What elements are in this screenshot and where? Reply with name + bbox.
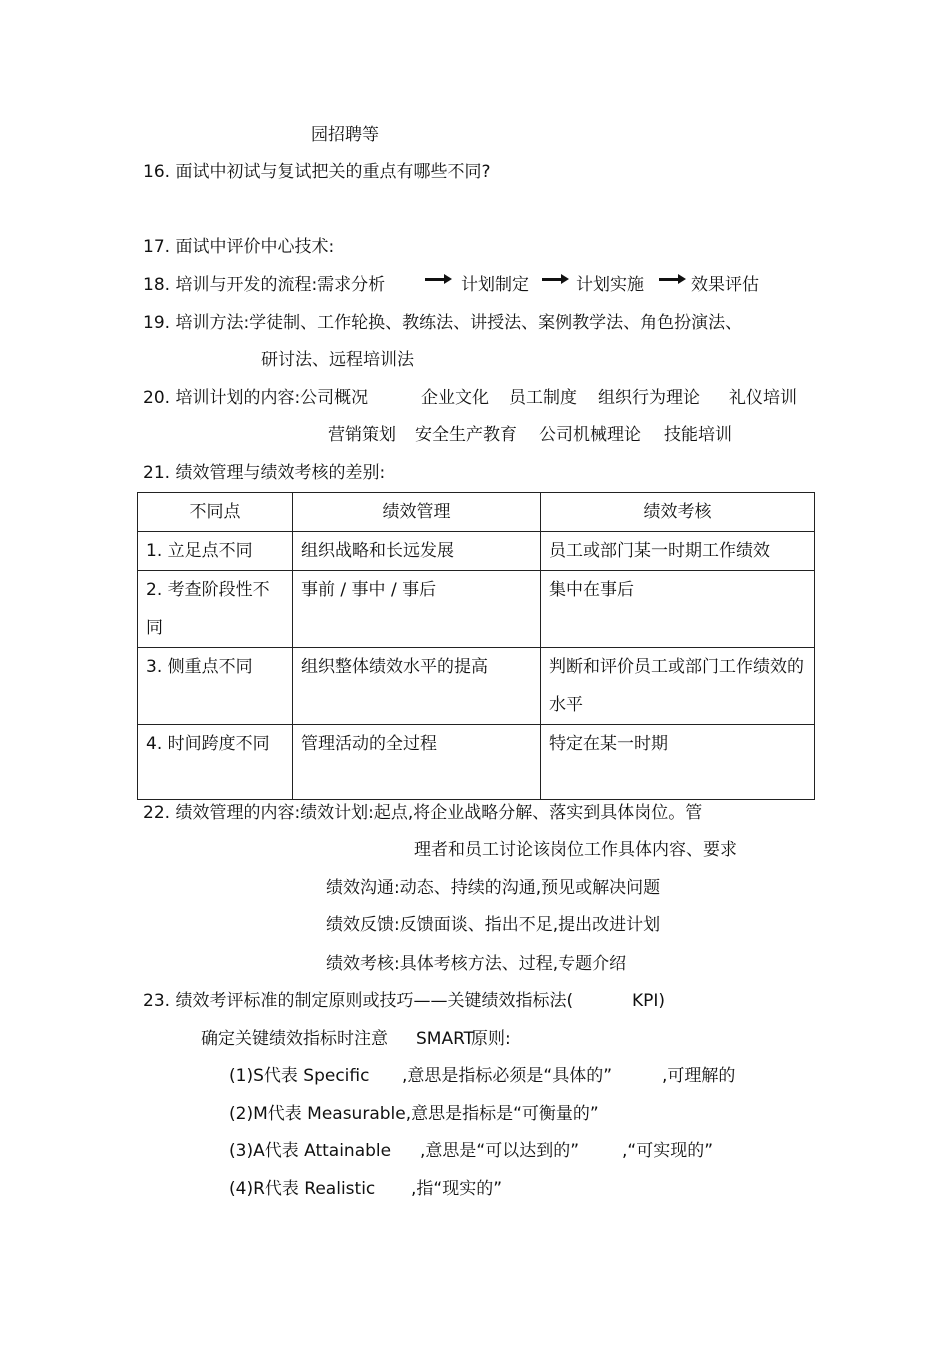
process-step: 计划实施	[576, 275, 644, 295]
table-cell: 2. 考查阶段性不同	[138, 571, 293, 648]
table-cell: 事前 / 事中 / 事后	[293, 571, 541, 648]
smart-label: SMART	[416, 1029, 475, 1049]
item-19: 19. 培训方法:学徒制、工作轮换、教练法、讲授法、案例教学法、角色扮演法、	[143, 313, 743, 333]
smart-item-a-desc2: ,“可实现的”	[622, 1141, 714, 1161]
plan-item: 礼仪培训	[729, 388, 797, 408]
plan-item: 技能培训	[664, 425, 732, 445]
smart-item-s-desc2: ,可理解的	[662, 1066, 736, 1086]
item-22: 22. 绩效管理的内容:绩效计划:起点,将企业战略分解、落实到具体岗位。管	[143, 803, 703, 823]
column-header: 绩效考核	[541, 493, 815, 532]
process-step: 效果评估	[691, 275, 759, 295]
process-step: 计划制定	[461, 275, 529, 295]
smart-item-r: (4)R代表 Realistic	[229, 1179, 376, 1199]
question-16: 16. 面试中初试与复试把关的重点有哪些不同?	[143, 162, 491, 182]
table-cell: 集中在事后	[541, 571, 815, 648]
item-21: 21. 绩效管理与绩效考核的差别:	[143, 463, 386, 483]
table-cell: 4. 时间跨度不同	[138, 725, 293, 800]
smart-item-m: (2)M代表 Measurable,意思是指标是“可衡量的”	[229, 1104, 599, 1124]
table-cell: 判断和评价员工或部门工作绩效的水平	[541, 648, 815, 725]
table-row	[138, 725, 815, 800]
item-17: 17. 面试中评价中心技术:	[143, 237, 335, 257]
table-cell: 组织战略和长远发展	[293, 532, 541, 571]
arrow-icon	[659, 278, 683, 281]
item-19-cont: 研讨法、远程培训法	[261, 350, 414, 370]
item-22-communication: 绩效沟通:动态、持续的沟通,预见或解决问题	[326, 878, 661, 898]
table-row	[138, 648, 815, 725]
item-20: 20. 培训计划的内容:公司概况	[143, 388, 369, 408]
table-cell: 员工或部门某一时期工作绩效	[541, 532, 815, 571]
item-23: 23. 绩效考评标准的制定原则或技巧——关键绩效指标法(	[143, 991, 574, 1011]
item-22-feedback: 绩效反馈:反馈面谈、指出不足,提出改进计划	[326, 915, 661, 935]
column-header: 绩效管理	[293, 493, 541, 532]
plan-item: 组织行为理论	[598, 388, 700, 408]
plan-item: 安全生产教育	[415, 425, 517, 445]
item-22-cont: 理者和员工讨论该岗位工作具体内容、要求	[414, 840, 737, 860]
table-row	[138, 571, 815, 648]
smart-item-a-desc: ,意思是“可以达到的”	[420, 1141, 580, 1161]
column-header: 不同点	[138, 493, 293, 532]
table-cell: 1. 立足点不同	[138, 532, 293, 571]
item-23-kpi: KPI)	[632, 991, 666, 1011]
item-18: 18. 培训与开发的流程:需求分析	[143, 275, 386, 295]
plan-item: 公司机械理论	[539, 425, 641, 445]
table-row	[138, 532, 815, 571]
smart-intro: 确定关键绩效指标时注意	[201, 1029, 388, 1049]
smart-intro-tail: 原则:	[471, 1029, 511, 1049]
plan-item: 企业文化	[421, 388, 489, 408]
table-header-row	[138, 493, 815, 532]
smart-item-r-desc: ,指“现实的”	[411, 1179, 503, 1199]
table-cell: 管理活动的全过程	[293, 725, 541, 800]
smart-item-s: (1)S代表 Specific	[229, 1066, 370, 1086]
comparison-table	[137, 492, 815, 800]
arrow-icon	[542, 278, 566, 281]
smart-item-s-desc: ,意思是指标必须是“具体的”	[402, 1066, 613, 1086]
table-cell: 3. 侧重点不同	[138, 648, 293, 725]
smart-item-a: (3)A代表 Attainable	[229, 1141, 392, 1161]
plan-item: 员工制度	[509, 388, 577, 408]
arrow-icon	[425, 278, 449, 281]
plan-item: 营销策划	[328, 425, 396, 445]
item-22-appraisal: 绩效考核:具体考核方法、过程,专题介绍	[326, 954, 627, 974]
table-cell: 组织整体绩效水平的提高	[293, 648, 541, 725]
text-line: 园招聘等	[311, 125, 379, 145]
table-cell: 特定在某一时期	[541, 725, 815, 800]
